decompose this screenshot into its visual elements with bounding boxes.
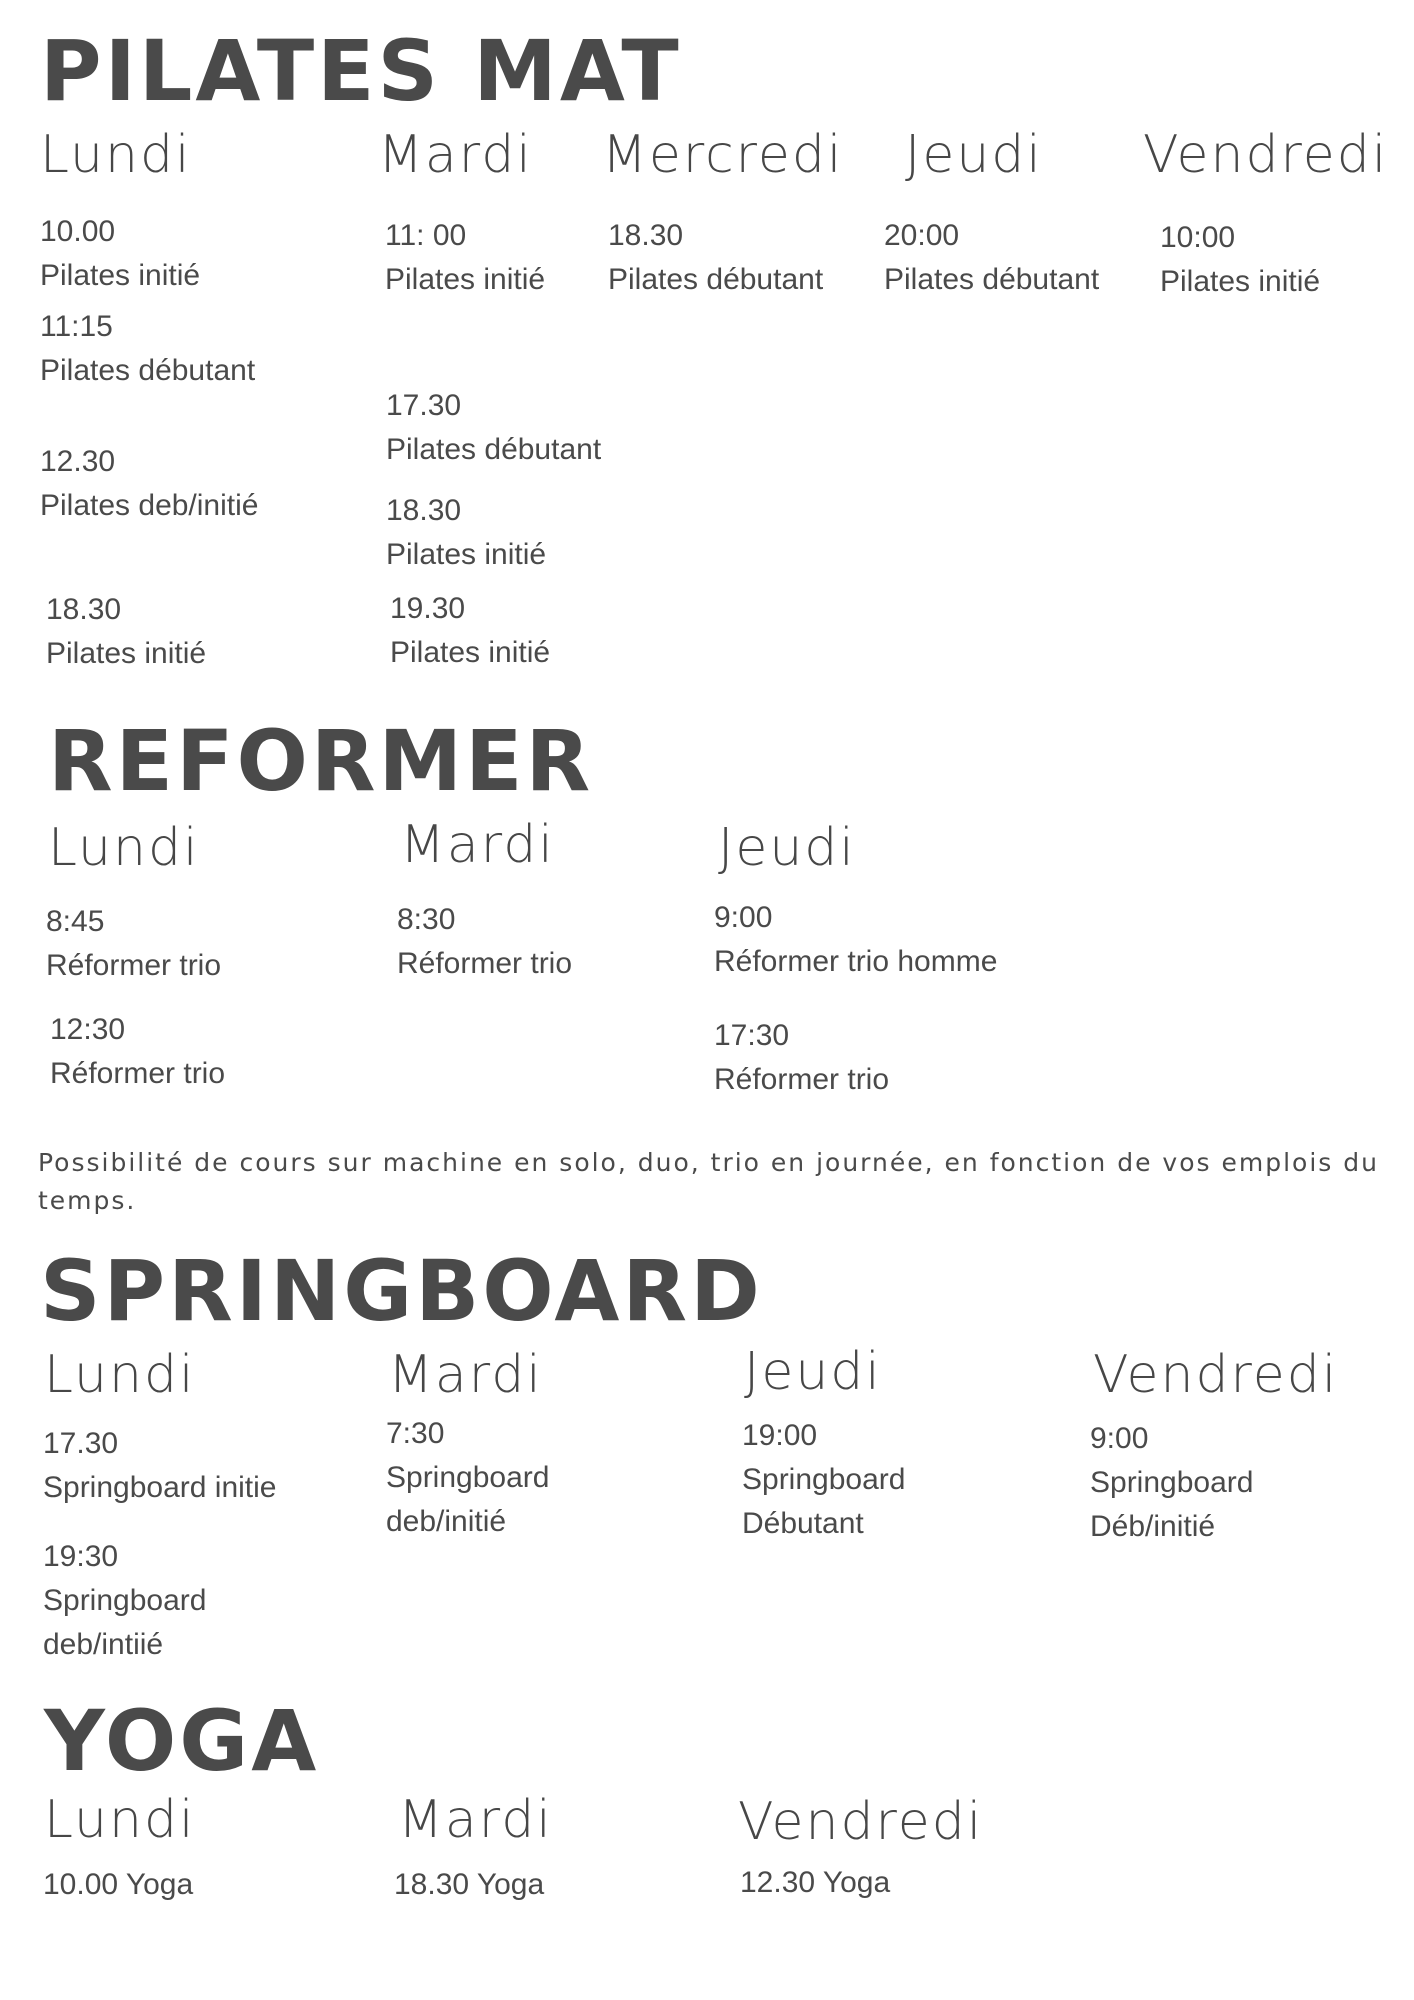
class-time: 19:00 [742,1419,818,1452]
class-time: 17:30 [714,1019,790,1052]
class-name: Réformer trio [50,1057,226,1090]
day-vendredi: Vendredi [1093,1345,1339,1405]
class-name: Pilates débutant [608,263,824,296]
class-entry [386,384,601,472]
day-jeudi: Jeudi [744,1342,882,1402]
day-lundi: Lundi [44,1345,196,1405]
class-time: 19:30 [43,1540,119,1573]
class-entry [397,898,572,986]
class-name: Pilates initié [390,636,551,669]
day-mardi: Mardi [378,125,533,185]
class-name: Pilates initié [1160,265,1321,298]
class-entry [46,900,221,988]
class-entry [46,588,206,676]
class-name: Springboard [43,1584,207,1617]
day-jeudi: Jeudi [718,818,856,878]
class-entry [40,210,200,298]
class-entry: 18.30 Yoga [394,1868,545,1901]
class-entry [40,440,258,528]
class-time: 9:00 [714,901,773,934]
day-mardi: Mardi [400,815,555,875]
class-time: 20:00 [884,219,960,252]
class-name: Springboard [386,1461,550,1494]
class-name-level: Débutant [742,1507,864,1540]
class-name-level: Déb/initié [1090,1510,1216,1543]
class-time: 10:00 [1160,221,1236,254]
class-name: Pilates débutant [386,433,602,466]
class-entry [390,587,550,675]
class-entry [714,896,997,984]
class-name: Pilates débutant [884,263,1100,296]
day-lundi: Lundi [48,818,200,878]
day-mardi: Mardi [388,1345,543,1405]
class-time: 9:00 [1090,1422,1149,1455]
class-name: Réformer trio [46,949,222,982]
class-time: 11:15 [40,310,113,343]
day-vendredi: Vendredi [738,1792,984,1852]
reformer-note: Possibilité de cours sur machine en solo, duo, trio en journée, en fonction de vos emplois du temps. [38,1148,1379,1215]
class-name: Pilates débutant [40,354,256,387]
class-entry [884,214,1099,302]
class-time: 18.30 [386,494,462,527]
class-name: Pilates initié [386,538,547,571]
class-name: Springboard [742,1463,906,1496]
class-entry [40,305,255,393]
class-entry [1090,1417,1253,1549]
class-time: 17.30 [386,389,462,422]
class-time: 18.30 [608,219,684,252]
class-time: 12:30 [50,1013,126,1046]
class-time: 11: 00 [385,219,467,252]
day-mercredi: Mercredi [602,125,844,185]
class-time: 18.30 [46,593,122,626]
class-entry: 12.30 Yoga [740,1866,891,1899]
day-mardi: Mardi [398,1790,553,1850]
class-time: 8:45 [46,905,105,938]
section-title-reformer: REFORMER [48,712,594,810]
section-title-yoga: YOGA [44,1692,320,1790]
class-entry [43,1422,276,1510]
class-name-level: deb/intiié [43,1628,164,1661]
class-time: 7:30 [386,1417,445,1450]
class-entry: 10.00 Yoga [43,1868,194,1901]
class-name: Pilates deb/initié [40,489,259,522]
section-title-springboard: SPRINGBOARD [40,1242,763,1340]
class-entry [386,489,546,577]
class-entry [386,1412,549,1544]
day-lundi: Lundi [40,125,192,185]
class-time: 8:30 [397,903,456,936]
class-name: Pilates initié [40,259,201,292]
class-entry [1160,216,1320,304]
class-time: 19.30 [390,592,466,625]
class-entry [608,214,823,302]
class-name-level: deb/initié [386,1505,507,1538]
class-entry [714,1014,889,1102]
day-vendredi: Vendredi [1143,125,1389,185]
class-entry [43,1535,206,1667]
class-time: 12.30 [40,445,116,478]
class-name: Springboard [1090,1466,1254,1499]
class-name: Pilates initié [46,637,207,670]
class-name: Springboard initie [43,1471,277,1504]
class-name: Réformer trio [397,947,573,980]
class-name: Réformer trio homme [714,945,998,978]
class-time: 10.00 [40,215,116,248]
class-name: Réformer trio [714,1063,890,1096]
class-name: Pilates initié [385,263,546,296]
class-time: 17.30 [43,1427,119,1460]
class-entry [742,1414,905,1546]
class-entry [385,214,545,302]
class-entry [50,1008,225,1096]
day-jeudi: Jeudi [905,125,1043,185]
section-title-pilates-mat: PILATES MAT [40,22,682,120]
day-lundi: Lundi [44,1790,196,1850]
